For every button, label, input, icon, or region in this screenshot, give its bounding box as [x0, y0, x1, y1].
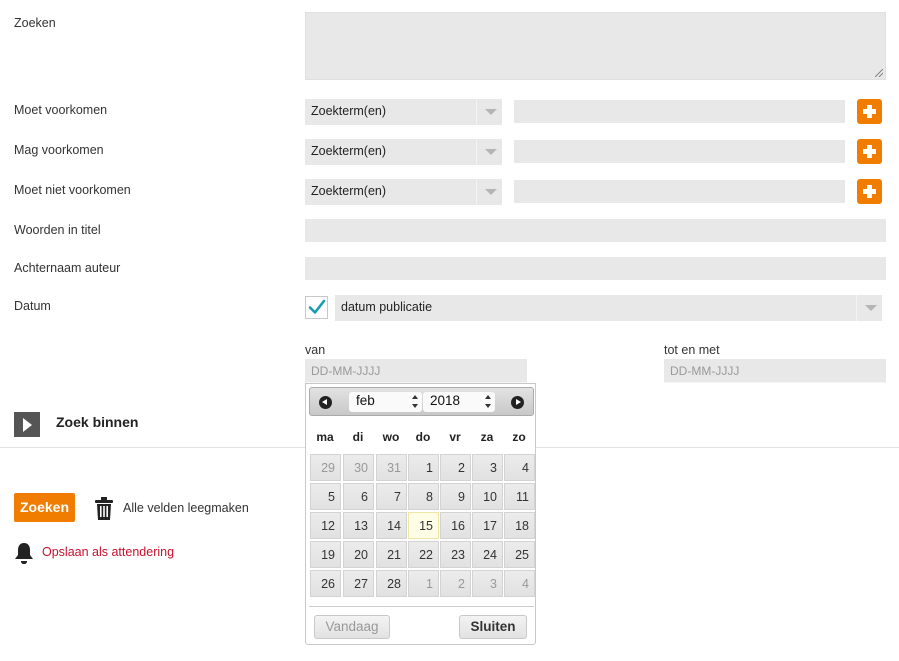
- calendar-day[interactable]: 23: [440, 541, 471, 568]
- calendar-day[interactable]: 24: [472, 541, 503, 568]
- calendar-day[interactable]: 1: [408, 570, 439, 597]
- clear-fields-link[interactable]: Alle velden leegmaken: [123, 501, 249, 515]
- calendar-day[interactable]: 2: [440, 570, 471, 597]
- select-value: Zoekterm(en): [311, 144, 387, 158]
- bell-icon: [14, 541, 34, 565]
- calendar-day[interactable]: 28: [376, 570, 407, 597]
- year-select[interactable]: [423, 392, 495, 412]
- year-value: 2018: [430, 393, 461, 408]
- calendar-day[interactable]: 6: [343, 483, 374, 510]
- weekday-header: vr: [449, 430, 461, 444]
- tot-date-input[interactable]: DD-MM-JJJJ: [664, 359, 886, 383]
- calendar-day[interactable]: 18: [504, 512, 535, 539]
- checkmark-icon: [308, 298, 326, 316]
- weekday-header: ma: [316, 430, 334, 444]
- calendar-day[interactable]: 1: [408, 454, 439, 481]
- next-month-icon[interactable]: [511, 396, 524, 409]
- weekday-header: za: [480, 430, 494, 444]
- calendar-day[interactable]: 14: [376, 512, 407, 539]
- datepicker: [305, 383, 536, 645]
- add-moet-niet-voorkomen-button[interactable]: [857, 179, 882, 204]
- calendar-day[interactable]: 3: [472, 570, 503, 597]
- save-as-alert-link[interactable]: Opslaan als attendering: [42, 545, 175, 559]
- moet-niet-voorkomen-input[interactable]: [514, 180, 845, 203]
- calendar-day[interactable]: 4: [504, 570, 535, 597]
- calendar-day[interactable]: 26: [310, 570, 341, 597]
- calendar-day[interactable]: 12: [310, 512, 341, 539]
- calendar-day[interactable]: 13: [343, 512, 374, 539]
- chevron-down-icon: [476, 99, 502, 125]
- calendar-day[interactable]: 10: [472, 483, 503, 510]
- datum-type-select[interactable]: [335, 295, 882, 321]
- calendar-day[interactable]: 20: [343, 541, 374, 568]
- calendar-day[interactable]: 25: [504, 541, 535, 568]
- calendar-day[interactable]: 31: [376, 454, 407, 481]
- calendar-day[interactable]: 5: [310, 483, 341, 510]
- updown-icon: [412, 395, 418, 408]
- moet-voorkomen-label: Moet voorkomen: [14, 103, 108, 117]
- calendar-day[interactable]: 4: [504, 454, 535, 481]
- updown-icon: [485, 395, 491, 408]
- select-value: Zoekterm(en): [311, 184, 387, 198]
- prev-month-icon[interactable]: [319, 396, 332, 409]
- weekday-header: di: [352, 430, 364, 444]
- zoek-binnen-label[interactable]: Zoek binnen: [56, 414, 139, 430]
- titel-input[interactable]: [305, 219, 886, 242]
- moet-niet-voorkomen-select[interactable]: [305, 179, 502, 205]
- mag-voorkomen-label: Mag voorkomen: [14, 143, 104, 157]
- select-value: Zoekterm(en): [311, 104, 387, 118]
- datum-label: Datum: [14, 299, 51, 313]
- calendar-day[interactable]: 8: [408, 483, 439, 510]
- trash-icon[interactable]: [95, 497, 113, 520]
- calendar-day[interactable]: 19: [310, 541, 341, 568]
- zoeken-textarea[interactable]: [305, 12, 886, 80]
- tot-en-met-label: tot en met: [664, 343, 720, 357]
- chevron-down-icon: [476, 179, 502, 205]
- datum-checkbox[interactable]: [305, 296, 328, 319]
- select-value: datum publicatie: [341, 300, 433, 314]
- chevron-down-icon: [476, 139, 502, 165]
- add-moet-voorkomen-button[interactable]: [857, 99, 882, 124]
- datepicker-header: [309, 387, 534, 416]
- calendar-day[interactable]: 27: [343, 570, 374, 597]
- calendar-day[interactable]: 3: [472, 454, 503, 481]
- van-date-input[interactable]: DD-MM-JJJJ: [305, 359, 527, 383]
- moet-niet-voorkomen-label: Moet niet voorkomen: [14, 183, 131, 197]
- calendar-day[interactable]: 9: [440, 483, 471, 510]
- mag-voorkomen-input[interactable]: [514, 140, 845, 163]
- weekday-header: do: [415, 430, 431, 444]
- resize-grip-icon[interactable]: [875, 69, 883, 77]
- chevron-down-icon: [856, 295, 882, 321]
- woorden-in-titel-label: Woorden in titel: [14, 223, 101, 237]
- expand-zoek-binnen-icon[interactable]: [14, 412, 40, 437]
- weekday-header: zo: [512, 430, 526, 444]
- mag-voorkomen-select[interactable]: [305, 139, 502, 165]
- calendar-day[interactable]: 22: [408, 541, 439, 568]
- calendar-day-today[interactable]: 15: [408, 512, 439, 539]
- month-select[interactable]: [349, 392, 422, 412]
- moet-voorkomen-input[interactable]: [514, 100, 845, 123]
- weekday-header: wo: [382, 430, 400, 444]
- auteur-input[interactable]: [305, 257, 886, 280]
- van-label: van: [305, 343, 326, 357]
- zoeken-label: Zoeken: [14, 16, 56, 30]
- month-value: feb: [356, 393, 375, 408]
- calendar-day[interactable]: 11: [504, 483, 535, 510]
- calendar-day[interactable]: 30: [343, 454, 374, 481]
- search-button[interactable]: Zoeken: [14, 493, 75, 522]
- close-button[interactable]: Sluiten: [459, 615, 527, 639]
- calendar-day[interactable]: 29: [310, 454, 341, 481]
- today-button[interactable]: Vandaag: [314, 615, 390, 639]
- calendar-day[interactable]: 17: [472, 512, 503, 539]
- calendar-day[interactable]: 16: [440, 512, 471, 539]
- calendar-day[interactable]: 7: [376, 483, 407, 510]
- achternaam-auteur-label: Achternaam auteur: [14, 261, 121, 275]
- divider: [309, 606, 534, 607]
- add-mag-voorkomen-button[interactable]: [857, 139, 882, 164]
- moet-voorkomen-select[interactable]: [305, 99, 502, 125]
- calendar-day[interactable]: 2: [440, 454, 471, 481]
- calendar-day[interactable]: 21: [376, 541, 407, 568]
